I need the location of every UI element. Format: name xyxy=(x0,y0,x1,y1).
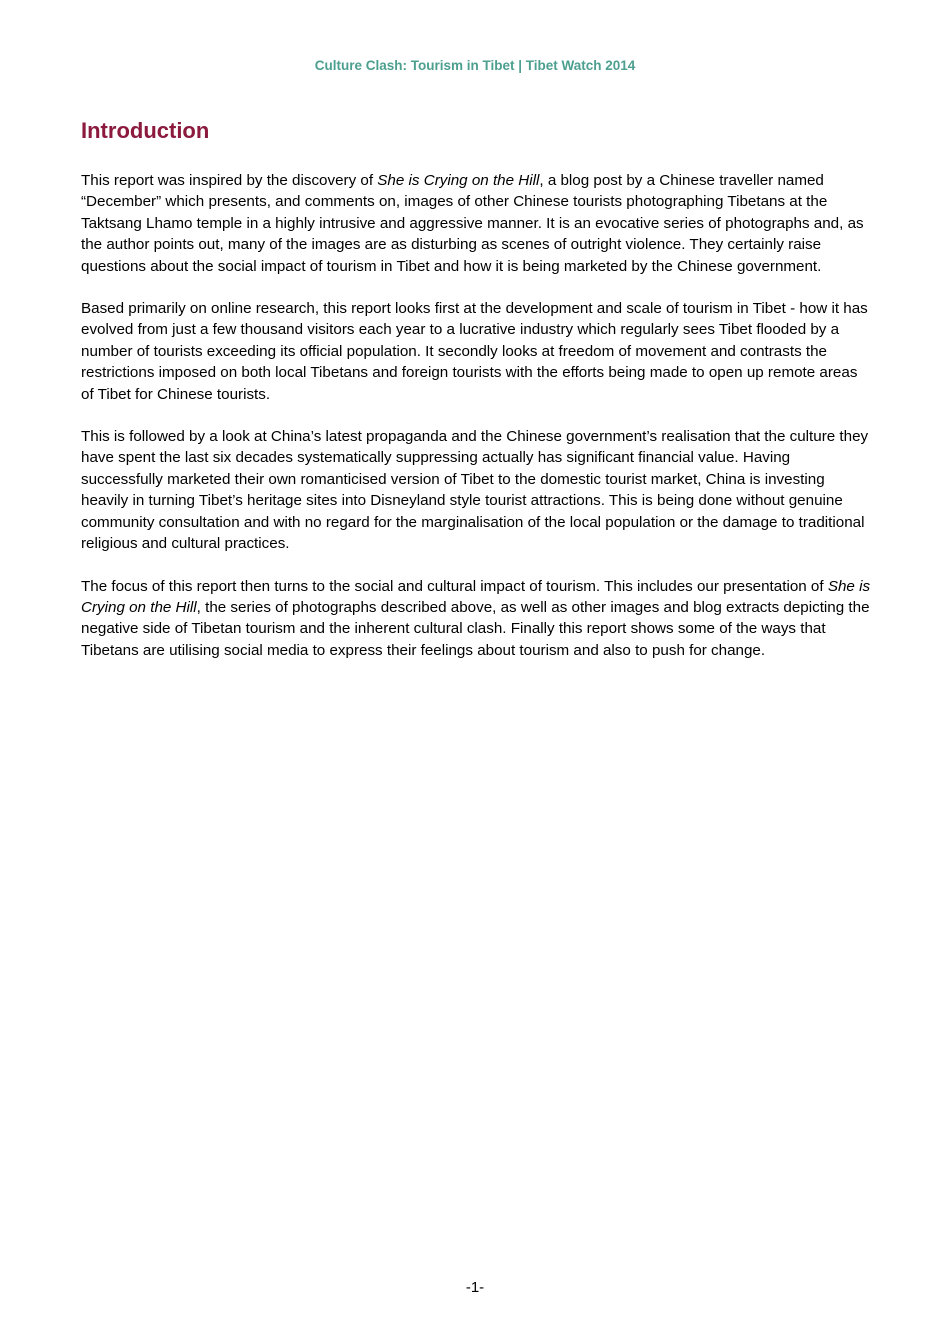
blog-title-italic: She is Crying on the Hill xyxy=(377,172,540,189)
intro-paragraph-3: This is followed by a look at China’s latest propaganda and the Chinese government’s realisation that the culture they have spent the last six decades systematically suppressing actually has significant financial value. Having successfully marketed their own romanticised version of Tibet to the domestic tourist market, China is investing heavily in turning Tibet’s heritage sites into Disneyland style tourist attractions. This is being done without genuine community consultation and with no regard for the marginalisation of the local population or the damage to traditional religious and cultural practices. xyxy=(81,428,869,553)
intro-paragraph-1 xyxy=(81,170,871,277)
paragraph-text: , the series of photographs described above, as well as other images and blog extracts depicting the negative side of Tibetan tourism and the inherent cultural clash. Finally this report shows some of the ways that Tibetans are utilising social media to express their feelings about tourism and also to push for change. xyxy=(81,598,870,659)
running-header: Culture Clash: Tourism in Tibet | Tibet Watch 2014 xyxy=(314,58,636,73)
blog-title-italic: She is Crying on the Hill xyxy=(81,577,871,616)
intro-paragraph-4 xyxy=(81,576,871,662)
paragraph-text: This report was inspired by the discovery of xyxy=(81,172,378,189)
page-content xyxy=(81,116,871,682)
paragraph-text: , a blog post by a Chinese traveller named “December” which presents, and comments on, images of other Chinese tourists photographing Tibetans at the Taktsang Lhamo temple in a highly intrusive and aggressive manner. It is an evocative series of photographs and, as the author points out, many of the images are as disturbing as scenes of outright violence. They certainly raise questions about the social impact of tourism in Tibet and how it is being marketed by the Chinese government. xyxy=(81,172,864,275)
paragraph-text: The focus of this report then turns to the social and cultural impact of tourism. This includes our presentation of xyxy=(81,577,828,595)
intro-paragraph-2: Based primarily on online research, this report looks first at the development and scale of tourism in Tibet - how it has evolved from just a few thousand visitors each year to a lucrative industry which regularly sees Tibet flooded by a number of tourists exceeding its official population. It secondly looks at freedom of movement and contrasts the restrictions imposed on both local Tibetans and foreign tourists with the efforts being made to open up remote areas of Tibet for Chinese tourists. xyxy=(81,300,868,403)
page-number: -1- xyxy=(465,1279,485,1296)
section-title: Introduction xyxy=(81,118,210,143)
